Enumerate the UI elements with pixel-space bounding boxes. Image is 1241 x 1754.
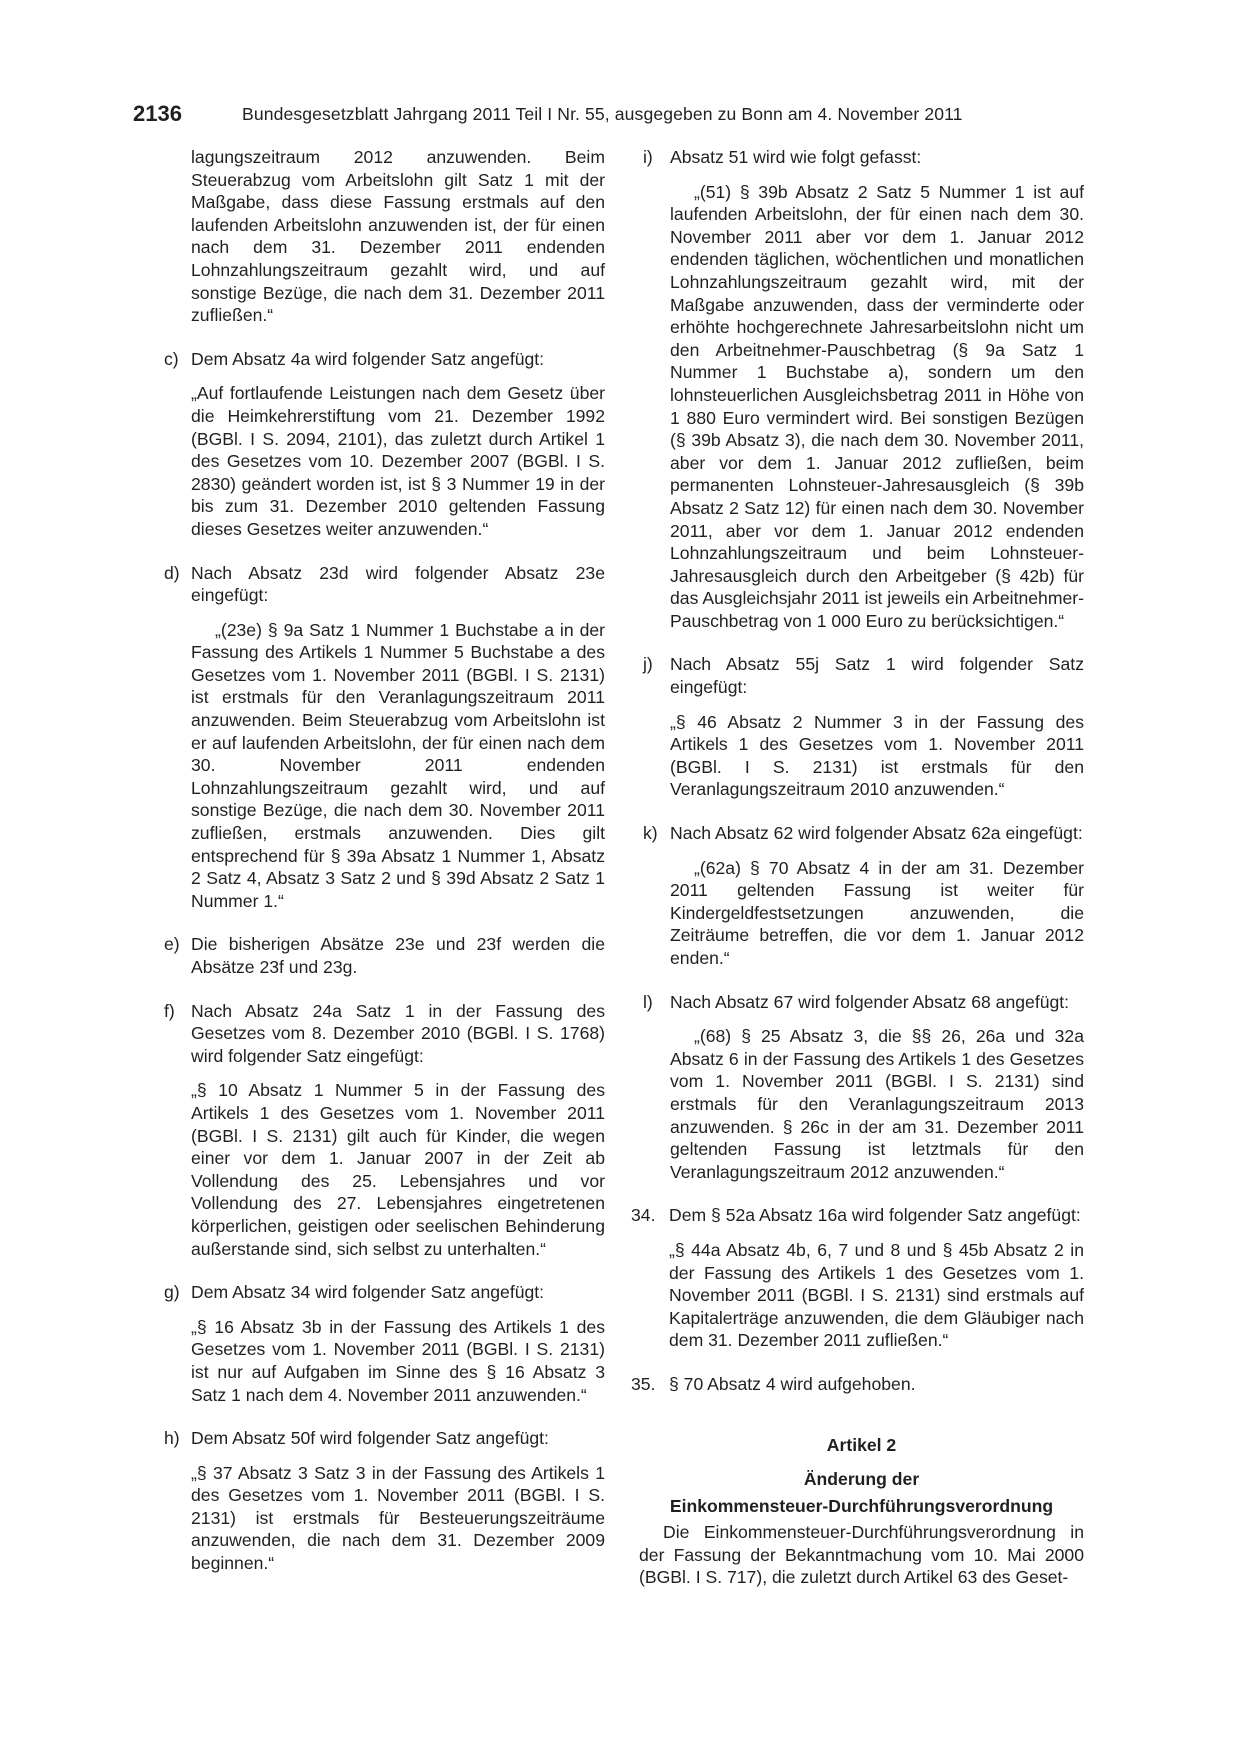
item-instruction: Absatz 51 wird wie folgt gefasst: (670, 147, 922, 167)
page-header (133, 100, 1133, 128)
running-title: Bundesgesetzblatt Jahrgang 2011 Teil I Nr. 55, ausgegeben zu Bonn am 4. November 2011 (242, 104, 963, 124)
item-label: j) (643, 654, 653, 675)
item-label: h) (164, 1428, 180, 1449)
item-label: e) (164, 934, 180, 955)
item-label: l) (643, 991, 653, 1012)
item-quote: „§ 10 Absatz 1 Nummer 5 in der Fassung des Artikels 1 des Gesetzes vom 1. November 2011 (BGBl. I S. 2131) gilt auch für Kinder, die wegen einer vor dem 1. Januar 2007 in der Zeit ab Vollendung des 25. Lebensjahres und vor Vollendung des 27. Lebensjahres eingetretenen körperlichen, geistigen oder seelischen Behinderung außerstande sind, sich selbst zu unterhalten.“ (191, 1080, 605, 1259)
item-label: i) (643, 147, 653, 167)
item-instruction: Die bisherigen Absätze 23e und 23f werden die Absätze 23f und 23g. (191, 934, 605, 977)
item-label: f) (164, 1000, 175, 1021)
list-item-f (160, 1000, 605, 1261)
item-instruction: Nach Absatz 67 wird folgender Absatz 68 angefügt: (670, 991, 1070, 1012)
list-item-d (160, 562, 605, 913)
item-instruction: Nach Absatz 24a Satz 1 in der Fassung des Gesetzes vom 8. Dezember 2010 (BGBl. I S. 1768) wird folgender Satz eingefügt: (191, 1000, 605, 1066)
numbered-item-35 (631, 1373, 1084, 1396)
item-label: c) (164, 348, 179, 369)
list-item-c (160, 348, 605, 541)
list-item-g (160, 1281, 605, 1406)
item-label: g) (164, 1282, 180, 1303)
item-instruction: Dem § 52a Absatz 16a wird folgender Satz angefügt: (669, 1205, 1081, 1226)
item-instruction: § 70 Absatz 4 wird aufgehoben. (669, 1373, 916, 1394)
article-body: Die Einkommensteuer-Durchführungsverordnung in der Fassung der Bekanntmachung vom 10. Mai 2000 (BGBl. I S. 717), die zuletzt durch Artikel 63 des Geset- (639, 1522, 1084, 1588)
item-quote: „§ 46 Absatz 2 Nummer 3 in der Fassung des Artikels 1 des Gesetzes vom 1. November 2011 (BGBl. I S. 2131) ist erstmals für den Veranlagungszeitraum 2010 anzuwenden.“ (670, 711, 1084, 800)
article-subtitle-line1: Änderung der (803, 1469, 920, 1490)
article-title: Artikel 2 (826, 1434, 897, 1455)
item-instruction: Nach Absatz 62 wird folgender Absatz 62a eingefügt: (670, 823, 1083, 844)
list-item-e (160, 933, 605, 978)
list-item-h (160, 1427, 605, 1575)
item-number: 34. (631, 1205, 656, 1226)
left-column (160, 146, 605, 1596)
article-subtitle-line2: Einkommensteuer-Durchführungsverordnung (669, 1495, 1054, 1516)
list-item-j (639, 653, 1084, 801)
item-instruction: Dem Absatz 50f wird folgender Satz angefügt: (191, 1428, 549, 1449)
item-quote: „Auf fortlaufende Leistungen nach dem Gesetz über die Heimkehrerstiftung vom 21. Dezember 1992 (BGBl. I S. 2094, 2101), das zuletzt durch Artikel 1 des Gesetzes vom 10. Dezember 2007 (BGBl. I S. 2830) geändert worden ist, ist § 3 Nummer 19 in der bis zum 31. Dezember 2010 geltenden Fassung dieses Gesetzes weiter anzuwenden.“ (191, 383, 605, 539)
item-label: k) (643, 823, 658, 844)
item-quote: „(62a) § 70 Absatz 4 in der am 31. Dezember 2011 geltenden Fassung ist weiter für Kindergeldfestsetzungen anzuwenden, die Zeiträume betreffen, die vor dem 1. Januar 2012 enden.“ (670, 857, 1084, 968)
list-item-l (639, 991, 1084, 1184)
item-number: 35. (631, 1373, 656, 1394)
item-quote: „§ 37 Absatz 3 Satz 3 in der Fassung des Artikels 1 des Gesetzes vom 1. November 2011 (BGBl. I S. 2131) ist erstmals für Besteuerungszeiträume anzuwenden, die nach dem 31. Dezember 2009 beginnen.“ (191, 1462, 605, 1574)
item-quote: „(51) § 39b Absatz 2 Satz 5 Nummer 1 ist auf laufenden Arbeitslohn, der für einen nach dem 30. November 2011 aber vor dem 1. Januar 2012 endenden täglichen, wöchentlichen und monatlichen Lohnzahlungszeitraum gezahlt wird, mit der Maßgabe anzuwenden, dass der verminderte oder erhöhte hochgerechnete Jahresarbeitslohn nicht um den Arbeitnehmer-Pauschbetrag (§ 9a Satz 1 Nummer 1 Buchstabe a), sondern um den lohnsteuerlichen Ausgleichsbetrag 2011 in Höhe von 1 880 Euro vermindert wird. Bei sonstigen Bezügen (§ 39b Absatz 3), die nach dem 30. November 2011, aber vor dem 1. Januar 2012 zufließen, beim permanenten Lohnsteuer-Jahresausgleich (§ 39b Absatz 2 Satz 12) für einen nach dem 30. November 2011, aber vor dem 1. Januar 2012 endenden Lohnzahlungszeitraum und beim Lohnsteuer-Jahresausgleich durch den Arbeitgeber (§ 42b) für das Ausgleichsjahr 2011 ist jeweils ein Arbeitnehmer-Pauschbetrag von 1 000 Euro zu berücksichtigen.“ (670, 181, 1084, 631)
numbered-item-34 (631, 1204, 1084, 1352)
item-instruction: Nach Absatz 55j Satz 1 wird folgender Satz eingefügt: (670, 654, 1084, 698)
right-column (631, 146, 1084, 1589)
page-number: 2136 (133, 101, 182, 126)
continued-paragraph: lagungszeitraum 2012 anzuwenden. Beim Steuerabzug vom Arbeitslohn gilt Satz 1 mit der Maßgabe, dass diese Fassung erstmals auf den laufenden Arbeitslohn anzuwenden ist, der für einen nach dem 31. Dezember 2011 endenden Lohnzahlungszeitraum gezahlt wird, und auf sonstige Bezüge, die nach dem 31. Dezember 2011 zufließen.“ (191, 147, 605, 326)
list-item-k (639, 822, 1084, 970)
item-quote: „(68) § 25 Absatz 3, die §§ 26, 26a und 32a Absatz 6 in der Fassung des Artikels 1 des Gesetzes vom 1. November 2011 (BGBl. I S. 2131) sind erstmals für den Veranlagungszeitraum 2013 anzuwenden. § 26c in der am 31. Dezember 2011 geltenden Fassung ist letztmals für den Veranlagungszeitraum 2012 anzuwenden.“ (670, 1026, 1084, 1182)
list-item-i (639, 146, 1084, 632)
item-instruction: Nach Absatz 23d wird folgender Absatz 23e eingefügt: (191, 562, 605, 606)
item-quote: „§ 44a Absatz 4b, 6, 7 und 8 und § 45b Absatz 2 in der Fassung des Artikels 1 des Gesetzes vom 1. November 2011 (BGBl. I S. 2131) sind erstmals auf Kapitalerträge anzuwenden, die dem Gläubiger nach dem 31. Dezember 2011 zufließen.“ (669, 1239, 1084, 1351)
item-quote: „§ 16 Absatz 3b in der Fassung des Artikels 1 des Gesetzes vom 1. November 2011 (BGBl. I S. 2131) ist nur auf Aufgaben im Sinne des § 16 Absatz 3 Satz 1 nach dem 4. November 2011 anzuwenden.“ (191, 1316, 605, 1405)
item-label: d) (164, 562, 180, 583)
item-quote: „(23e) § 9a Satz 1 Nummer 1 Buchstabe a in der Fassung des Artikels 1 Nummer 5 Buchstabe a des Gesetzes vom 1. November 2011 (BGBl. I S. 2131) ist erstmals für den Veranlagungszeitraum 2011 anzuwenden. Beim Steuerabzug vom Arbeitslohn ist er auf laufenden Arbeitslohn, der für einen nach dem 30. November 2011 endenden Lohnzahlungszeitraum gezahlt wird, und auf sonstige Bezüge, die nach dem 30. November 2011 zufließen, erstmals anzuwenden. Dies gilt entsprechend für § 39a Absatz 1 Nummer 1, Absatz 2 Satz 4, Absatz 3 Satz 2 und § 39d Absatz 2 Satz 1 Nummer 1.“ (191, 619, 605, 911)
item-instruction: Dem Absatz 34 wird folgender Satz angefügt: (191, 1282, 545, 1303)
item-instruction: Dem Absatz 4a wird folgender Satz angefügt: (191, 348, 545, 369)
